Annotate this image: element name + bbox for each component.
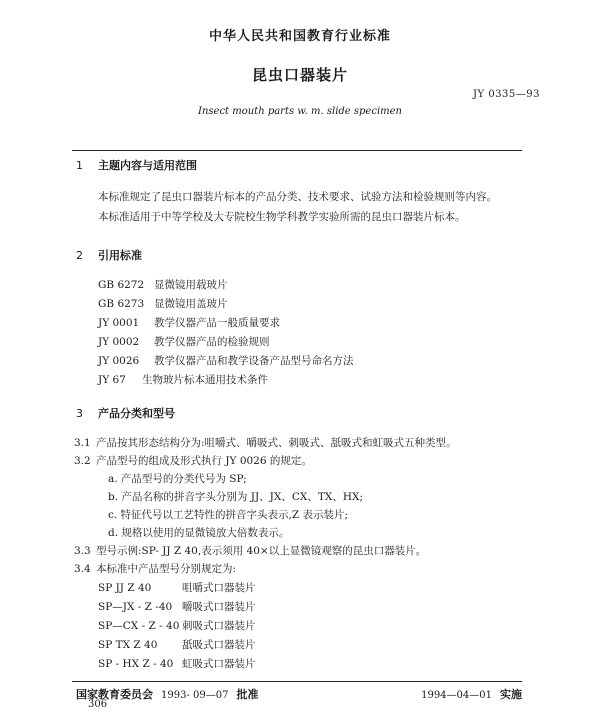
- issuing-header: 中华人民共和国教育行业标准: [208, 29, 391, 44]
- footer-divider: [72, 681, 522, 682]
- reference-item: [98, 296, 228, 311]
- reference-code: GB 6273: [98, 298, 145, 310]
- reference-item: [98, 334, 270, 349]
- reference-code: JY 67: [98, 374, 126, 386]
- implementation-label: 实施: [500, 688, 522, 701]
- model-code: SP TX Z 40: [98, 639, 158, 651]
- section-number: 3: [76, 407, 83, 420]
- section-title: 主题内容与适用范围: [98, 159, 197, 172]
- model-name: 舐吸式口器装片: [182, 639, 256, 651]
- english-title: Insect mouth parts w. m. slide specimen: [198, 106, 402, 117]
- reference-title: 生物玻片标本通用技术条件: [142, 374, 268, 386]
- clause-text: 产品按其形态结构分为:咀嚼式、嚼吸式、刺吸式、舐吸式和虹吸式五种类型。: [96, 437, 457, 449]
- section-3-heading: [76, 405, 175, 421]
- reference-title: 教学仪器产品的检验规则: [154, 336, 270, 348]
- reference-code: GB 6272: [98, 279, 145, 291]
- clause-3-3: [74, 543, 426, 558]
- paragraph: 本标准适用于中等学校及大专院校生物学科教学实验所需的昆虫口器装片标本。: [98, 211, 466, 223]
- section-number: 1: [76, 159, 83, 172]
- reference-item: [98, 315, 280, 330]
- model-row: [98, 656, 256, 671]
- page-number: 306: [88, 699, 108, 710]
- section-1-heading: [76, 157, 197, 173]
- standard-code: JY 0335—93: [473, 89, 540, 100]
- implementation-date: 1994—04—01: [421, 690, 492, 701]
- reference-code: JY 0002: [98, 336, 140, 348]
- clause-number: 3.2: [74, 455, 91, 467]
- model-code: SP—CX - Z - 40: [98, 620, 180, 632]
- model-row: [98, 618, 256, 633]
- clause-number: 3.1: [74, 437, 91, 449]
- model-code: SP - HX Z - 40: [98, 658, 174, 670]
- model-name: 刺吸式口器装片: [182, 620, 256, 632]
- clause-3-1: [74, 435, 457, 450]
- list-item: d. 规格以使用的显微镜放大倍数表示。: [108, 527, 290, 539]
- reference-title: 教学仪器产品和教学设备产品型号命名方法: [154, 355, 354, 367]
- list-item: c. 特征代号以工艺特性的拼音字头表示,Z 表示装片;: [108, 509, 349, 521]
- clause-number: 3.4: [74, 563, 91, 575]
- model-row: [98, 637, 256, 652]
- document-title: 昆虫口器装片: [251, 66, 348, 84]
- implementation-line: [413, 686, 522, 702]
- reference-title: 显微镜用载玻片: [154, 279, 228, 291]
- section-title: 产品分类和型号: [98, 407, 175, 420]
- reference-item: [98, 277, 228, 292]
- reference-title: 教学仪器产品一般质量要求: [154, 317, 280, 329]
- model-name: 虹吸式口器装片: [182, 658, 256, 670]
- model-code: SP JJ Z 40: [98, 582, 152, 594]
- reference-code: JY 0001: [98, 317, 140, 329]
- list-item: b. 产品名称的拼音字头分别为 JJ、JX、CX、TX、HX;: [108, 491, 363, 503]
- section-title: 引用标准: [98, 249, 142, 262]
- reference-item: [98, 353, 354, 368]
- reference-item: [98, 372, 268, 387]
- approving-body: 国家教育委员会: [76, 688, 153, 701]
- section-2-heading: [76, 247, 142, 263]
- clause-number: 3.3: [74, 545, 91, 557]
- section-number: 2: [76, 249, 83, 262]
- model-name: 咀嚼式口器装片: [182, 582, 256, 594]
- clause-text: 本标准中产品型号分别规定为:: [96, 563, 237, 575]
- model-name: 嚼吸式口器装片: [182, 601, 256, 613]
- reference-code: JY 0026: [98, 355, 140, 367]
- approval-label: 批准: [236, 688, 259, 701]
- model-row: [98, 599, 256, 614]
- approval-date: 1993- 09—07: [161, 690, 229, 701]
- clause-text: 产品型号的组成及形式执行 JY 0026 的规定。: [96, 455, 312, 467]
- clause-3-4: [74, 561, 236, 576]
- model-row: [98, 580, 256, 595]
- paragraph: 本标准规定了昆虫口器装片标本的产品分类、技术要求、试验方法和检验规则等内容。: [98, 191, 497, 203]
- header-divider: [72, 150, 522, 151]
- clause-text: 型号示例:SP- JJ Z 40,表示须用 40×以上显微镜观察的昆虫口器装片。: [96, 545, 427, 557]
- list-item: a. 产品型号的分类代号为 SP;: [108, 473, 247, 485]
- reference-title: 显微镜用盖玻片: [154, 298, 228, 310]
- model-code: SP—JX - Z -40: [98, 601, 173, 613]
- clause-3-2: [74, 453, 312, 468]
